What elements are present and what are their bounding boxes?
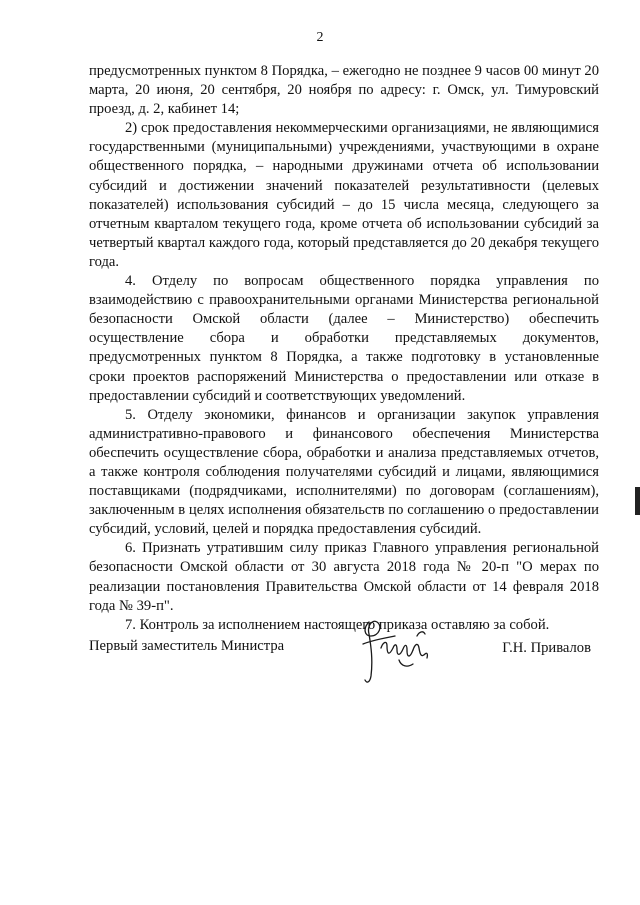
scan-edge-mark [635, 487, 640, 515]
document-body [89, 62, 599, 635]
paragraph-continuation: предусмотренных пунктом 8 Порядка, – ежегодно не позднее 9 часов 00 минут 20 марта, 20 июня, 20 сентября, 20 ноября по адресу: г. Омск, ул. Тимуровский проезд, д. 2, кабинет 14; [89, 63, 599, 118]
signer-position: Первый заместитель Министра [89, 638, 285, 654]
paragraph-item-6: 6. Признать утратившим силу приказ Главного управления региональной безопасности Омской области от 30 августа 2018 года № 20-п "О мерах по реализации постановления Правительства Омской области от 14 февраля 2018 года № 39-п". [89, 540, 599, 614]
signature-block [89, 636, 599, 686]
paragraph-item-4: 4. Отделу по вопросам общественного порядка управления по взаимодействию с правоохранительными органами Министерства региональной безопасности Омской области (далее – Министерство) обеспечить осуществление сбора и обработки представляемых документов, предусмотренных пунктом 8 Порядка, а также подготовку в установленные сроки проектов распоряжений Министерства о предоставлении или отказе в предоставлении субсидий и соответствующих уведомлений. [89, 273, 599, 404]
paragraph-item-2: 2) срок предоставления некоммерческими организациями, не являющимися государственными (муниципальными) учреждениями, участвующими в охране общественного порядка, – народными дружинами отчета об использовании субсидий и достижении значений показателей результативности (целевых показателей) использования субсидий – до 15 числа месяца, следующего за отчетным кварталом текущего года, кроме отчета об использовании субсидий за четвертый квартал каждого года, который представляется до 20 декабря текущего года. [89, 120, 599, 270]
paragraph-item-5: 5. Отделу экономики, финансов и организации закупок управления административно-правового и финансового обеспечения Министерства обеспечить осуществление сбора, обработки и анализа представляемых отчетов, а также контроля соблюдения получателями субсидий и лицами, являющимися поставщиками (подрядчиками, исполнителями) по договорам (соглашениям), заключенным в целях исполнения обязательств по соглашению о предоставлении субсидий, условий, целей и порядка предоставления субсидий. [89, 406, 599, 538]
signer-name: Г.Н. Привалов [502, 640, 591, 656]
paragraph-item-7: 7. Контроль за исполнением настоящего приказа оставляю за собой. [125, 616, 550, 633]
page-number: 2 [316, 30, 324, 45]
handwritten-signature [355, 614, 439, 688]
